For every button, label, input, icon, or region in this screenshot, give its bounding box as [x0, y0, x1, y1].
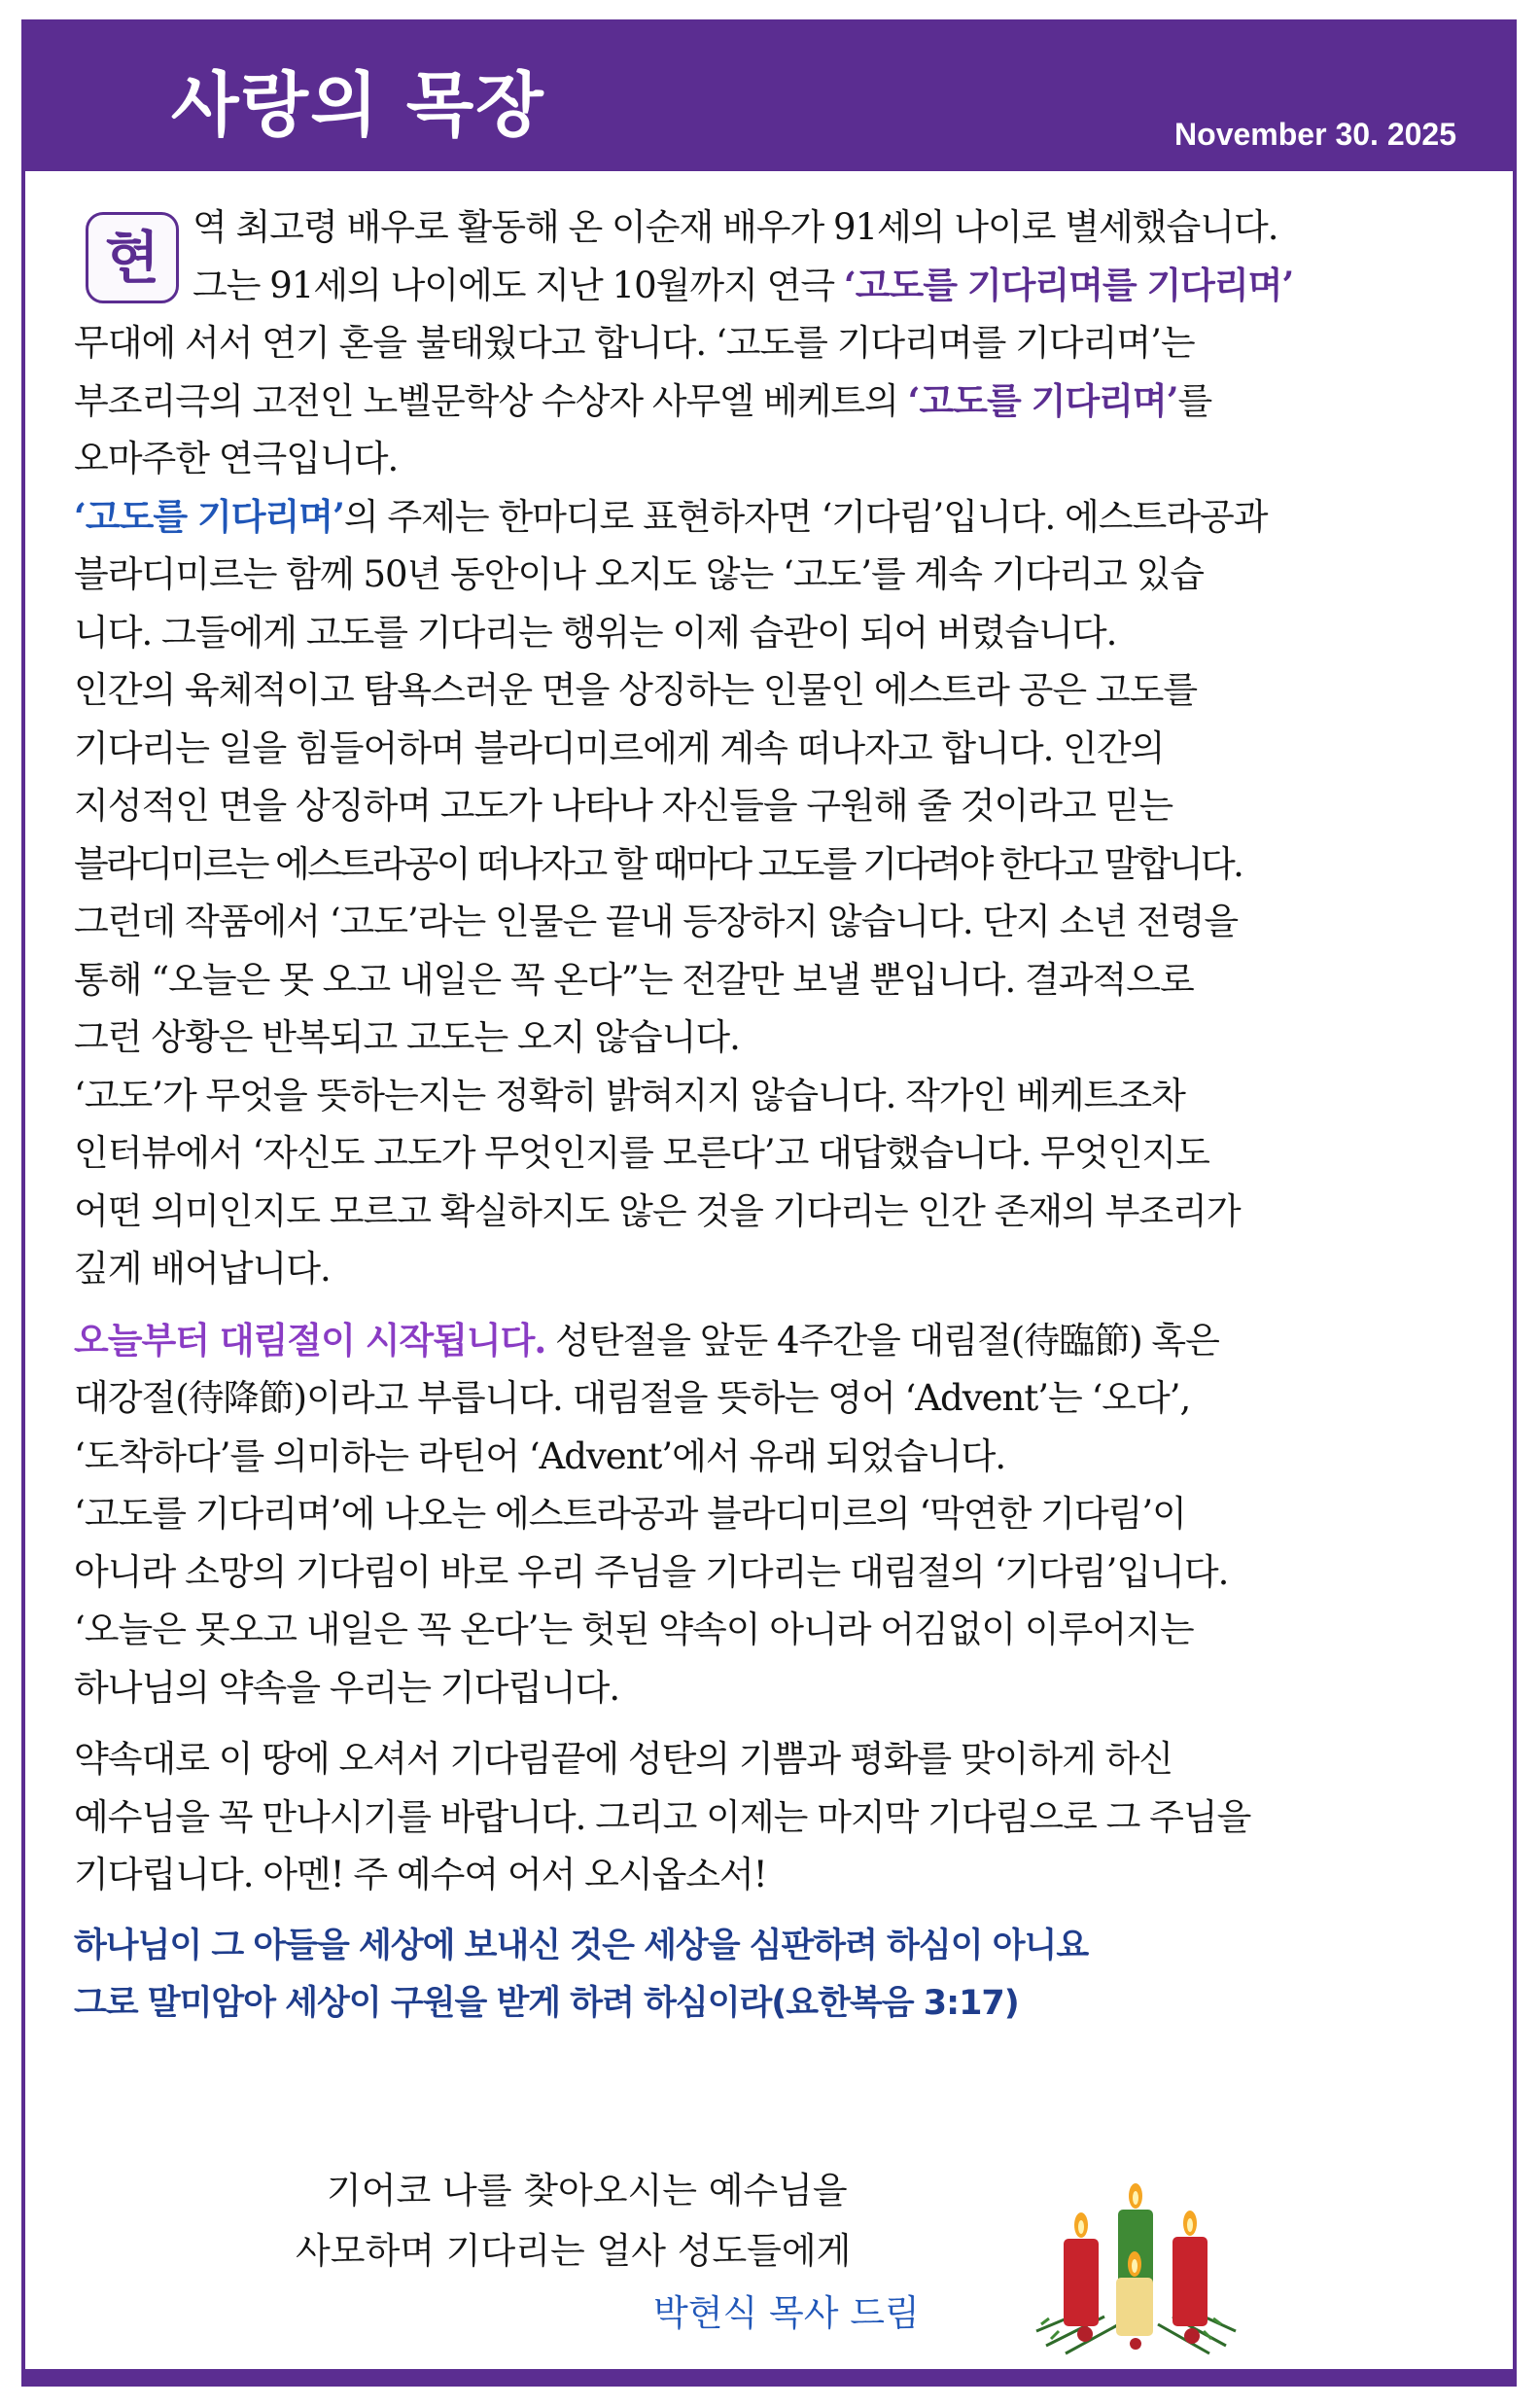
paragraph-2	[74, 488, 1513, 1298]
paragraph-4	[74, 1730, 1513, 1904]
text-line: 역 최고령 배우로 활동해 온 이순재 배우가 91세의 나이로 별세했습니다.	[192, 206, 1278, 248]
spacer	[74, 1904, 1513, 1918]
verse-line: 하나님이 그 아들을 세상에 보내신 것은 세상을 심판하려 하심이 아니요	[74, 1926, 1089, 1965]
text-line: 인터뷰에서 ‘자신도 고도가 무엇인지를 모른다’고 대답했습니다. 무엇인지도	[74, 1132, 1209, 1174]
closing-block	[74, 2161, 1513, 2385]
highlight-title: ‘고도를 기다리며를 기다리며’	[843, 263, 1294, 306]
scripture-verse	[74, 1918, 1513, 2034]
bulletin-page	[21, 19, 1517, 2387]
text-line: 무대에 서서 연기 혼을 불태웠다고 합니다. ‘고도를 기다리며를 기다리며’는	[74, 322, 1195, 364]
paragraph-1	[74, 198, 1513, 488]
advent-candles-icon	[1027, 2161, 1250, 2355]
text-span: 성탄절을 앞둔 4주간을 대림절(待臨節) 혹은	[545, 1319, 1219, 1362]
text-line: ‘고도’가 무엇을 뜻하는지는 정확히 밝혀지지 않습니다. 작가인 베케트조차	[74, 1074, 1185, 1116]
text-line: 예수님을 꼭 만나시기를 바랍니다. 그리고 이제는 마지막 기다림으로 그 주님을	[74, 1795, 1251, 1838]
text-span: 의 주제는 한마디로 표현하자면 ‘기다림’입니다. 에스트라공과	[343, 495, 1268, 538]
page-title: 사랑의 목장	[171, 64, 545, 146]
text-line: ‘도착하다’를 의미하는 라틴어 ‘Advent’에서 유래 되었습니다.	[74, 1434, 1006, 1477]
text-line: 대강절(待降節)이라고 부릅니다. 대림절을 뜻하는 영어 ‘Advent’는 ‘오다’,	[74, 1377, 1191, 1419]
text-line	[74, 257, 1513, 315]
text-line: 니다. 그들에게 고도를 기다리는 행위는 이제 습관이 되어 버렸습니다.	[74, 611, 1117, 654]
text-line: 기다립니다. 아멘! 주 예수여 어서 오시옵소서!	[74, 1854, 767, 1895]
text-line: 하나님의 약속을 우리는 기다립니다.	[74, 1666, 620, 1709]
date-label: November 30. 2025	[1174, 117, 1456, 152]
text-line: 그런 상황은 반복되고 고도는 오지 않습니다.	[74, 1016, 740, 1058]
text-line: 블라디미르는 에스트라공이 떠나자고 할 때마다 고도를 기다려야 한다고 말합니다.	[74, 842, 1242, 885]
text-line	[74, 1312, 1513, 1370]
text-line: ‘고도를 기다리며’에 나오는 에스트라공과 블라디미르의 ‘막연한 기다림’이	[74, 1493, 1186, 1535]
footer-bar	[25, 2369, 1513, 2383]
signature: 박현식 목사 드림	[653, 2292, 920, 2334]
text-span: 부조리극의 고전인 노벨문학상 수상자 사무엘 베케트의	[74, 379, 908, 422]
paragraph-3	[74, 1312, 1513, 1717]
verse-line: 그로 말미암아 세상이 구원을 받게 하려 하심이라(요한복음 3:17)	[74, 1984, 1019, 2023]
spacer	[74, 1716, 1513, 1730]
text-line: 약속대로 이 땅에 오셔서 기다림끝에 성탄의 기쁨과 평화를 맞이하게 하신	[74, 1738, 1173, 1780]
text-line: 그런데 작품에서 ‘고도’라는 인물은 끝내 등장하지 않습니다. 단지 소년 전령을	[74, 901, 1239, 942]
text-line: 인간의 육체적이고 탐욕스러운 면을 상징하는 인물인 에스트라 공은 고도를	[74, 669, 1198, 711]
header-banner	[25, 23, 1513, 171]
highlight-title: ‘고도를 기다리며’	[74, 494, 344, 538]
drop-cap: 현	[86, 212, 179, 303]
text-span: 그는 91세의 나이에도 지난 10월까지 연극	[192, 264, 844, 306]
text-line: 오마주한 연극입니다.	[74, 438, 399, 479]
text-line: 아니라 소망의 기다림이 바로 우리 주님을 기다리는 대림절의 ‘기다림’입니다.	[74, 1550, 1229, 1593]
text-line	[74, 488, 1513, 547]
text-line	[74, 372, 1513, 431]
text-line: 어떤 의미인지도 모르고 확실하지도 않은 것을 기다리는 인간 존재의 부조리가	[74, 1189, 1241, 1232]
highlight-title: ‘고도를 기다리며’	[907, 378, 1178, 422]
text-line: 깊게 배어납니다.	[74, 1248, 331, 1290]
text-line: 지성적인 면을 상징하며 고도가 나타나 자신들을 구원해 줄 것이라고 믿는	[74, 785, 1173, 827]
text-line: 통해 “오늘은 못 오고 내일은 꼭 온다”는 전갈만 보낼 뿐입니다. 결과적으로	[74, 958, 1194, 1001]
spacer	[74, 1298, 1513, 1312]
text-line: 블라디미르는 함께 50년 동안이나 오지도 않는 ‘고도’를 계속 기다리고 있습	[74, 553, 1204, 595]
text-line: 기다리는 일을 힘들어하며 블라디미르에게 계속 떠나자고 합니다. 인간의	[74, 726, 1165, 769]
advent-announcement: 오늘부터 대림절이 시작됩니다.	[74, 1318, 546, 1362]
closing-line: 기어코 나를 찾아오시는 예수님을	[327, 2170, 848, 2211]
text-span: 를	[1177, 379, 1212, 422]
closing-line: 사모하며 기다리는 얼사 성도들에게	[296, 2230, 852, 2272]
article-body	[74, 198, 1513, 2334]
text-line: ‘오늘은 못오고 내일은 꼭 온다’는 헛된 약속이 아니라 어김없이 이루어지는	[74, 1609, 1194, 1650]
